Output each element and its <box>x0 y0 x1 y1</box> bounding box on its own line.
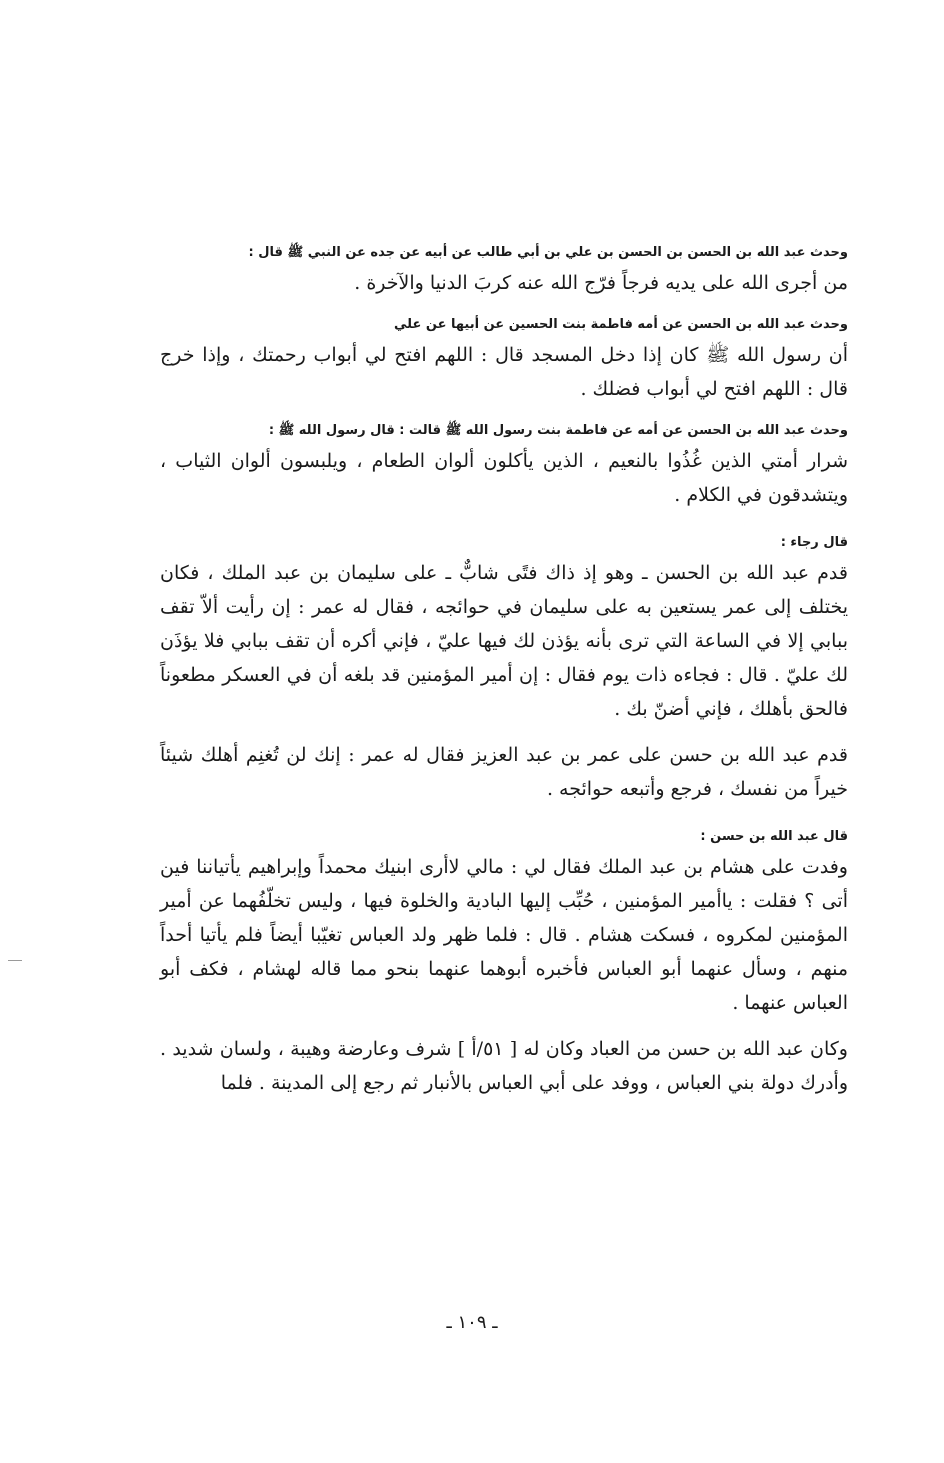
isnad-line: وحدث عبد الله بن الحسن عن أمه عن فاطمة بنت رسول الله ﷺ قالت : قال رسول الله ﷺ : <box>268 423 848 438</box>
isnad-line: وحدث عبد الله بن الحسن عن أمه فاطمة بنت الحسين عن أبيها عن علي <box>394 317 848 332</box>
narrative-paragraph: قدم عبد الله بن الحسن ـ وهو إذ ذاك فتًى شابٌّ ـ على سليمان بن عبد الملك ، فكان يختلف إلى عمر يستعين به على سليمان في حوائجه ، فقال له عمر : إن رأيت ألاّ تقف ببابي إلا في الساعة التي ترى بأنه يؤذن لك فيها عليّ ، فإني أكره أن تقف ببابي فلا يؤذَن لك عليّ . قال : فجاءه ذات يوم فقال : إن أمير المؤمنين قد بلغه أن في العسكر مطعوناً فالحق بأهلك ، فإني أضنّ بك . <box>160 562 848 720</box>
narrative-paragraph: قدم عبد الله بن حسن على عمر بن عبد العزيز فقال له عمر : إنك لن تُغنِم أهلك شيئاً خيراً من نفسك ، فرجع وأتبعه حوائجه . <box>160 744 848 800</box>
narrative-paragraph: وفدت على هشام بن عبد الملك فقال لي : مالي لاأرى ابنيك محمداً وإبراهيم يأتياننا فين أتى ؟ فقلت : ياأمير المؤمنين ، حُبِّب إليها البادية والخلوة فيها ، وليس تخلّفُهما عن أمير المؤمنين لمكروه ، فسكت هشام . قال : فلما ظهر ولد العباس تغيّبا أيضاً فلم يأتيا أحداً منهم ، وسأل عنهما أبو العباس فأخبره أبوهما عنهما بنحو مما قاله لهشام ، فكف أبو العباس عنهما . <box>160 856 848 1014</box>
narrative-paragraph: وكان عبد الله بن حسن من العباد وكان له [ ٥١/أ ] شرف وعارضة وهيبة ، ولسان شديد . وأدرك دولة بني العباس ، ووفد على أبي العباس بالأنبار ثم رجع إلى المدينة . فلما <box>160 1038 848 1094</box>
scan-edge-mark <box>8 960 22 961</box>
page-number: ـ ١٠٩ ـ <box>446 1312 498 1333</box>
hadith-text: شرار أمتي الذين غُذُوا بالنعيم ، الذين يأكلون ألوان الطعام ، ويلبسون ألوان الثياب ، ويتشدقون في الكلام . <box>160 450 848 506</box>
page-text <box>160 240 848 1100</box>
hadith-text: من أجرى الله على يديه فرجاً فرّج الله عنه كربَ الدنيا والآخرة . <box>354 272 848 294</box>
narrator-heading: قال عبد الله بن حسن : <box>700 829 848 844</box>
narrator-heading: قال رجاء : <box>780 535 848 550</box>
hadith-text: أن رسول الله ﷺ كان إذا دخل المسجد قال : اللهم افتح لي أبواب رحمتك ، وإذا خرج قال : اللهم افتح لي أبواب فضلك . <box>160 344 848 400</box>
isnad-line: وحدث عبد الله بن الحسن بن الحسن بن علي بن أبي طالب عن أبيه عن جده عن النبي ﷺ قال : <box>248 245 848 260</box>
